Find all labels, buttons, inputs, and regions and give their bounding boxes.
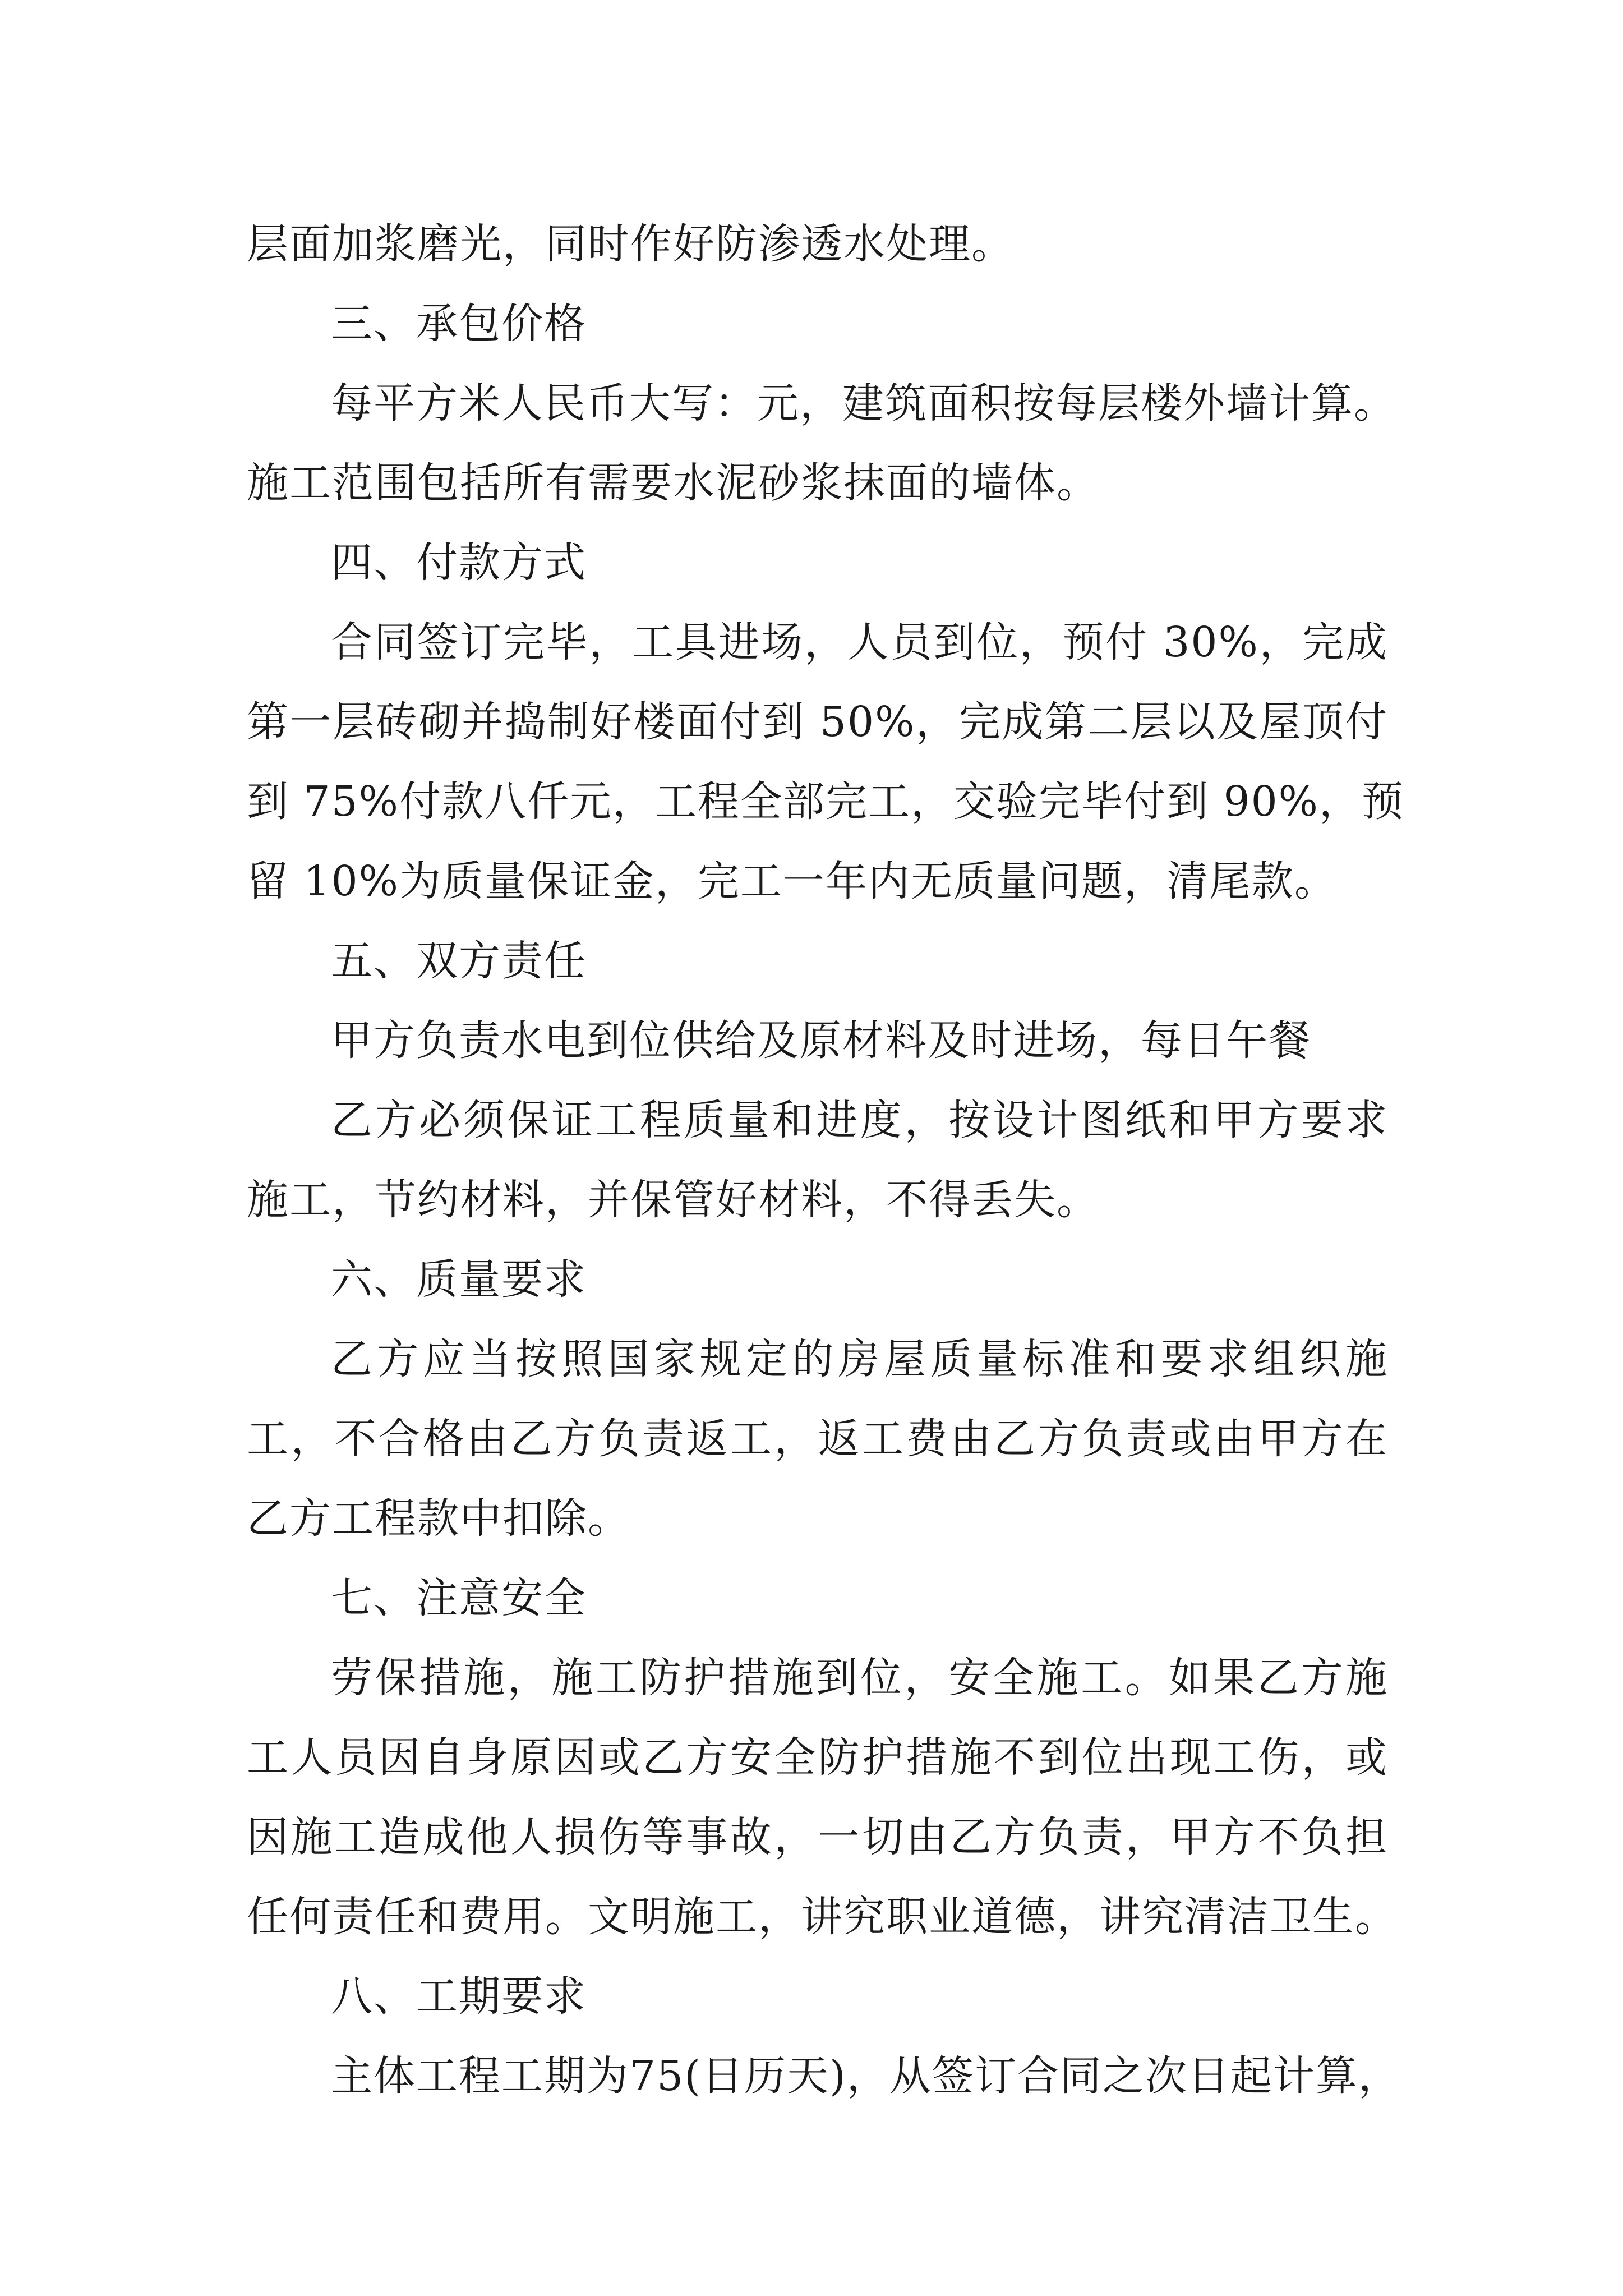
section-heading-price: 三、承包价格 [331, 300, 587, 348]
section-heading-schedule: 八、工期要求 [331, 1972, 587, 2021]
text-line: 合同签订完毕，工具进场，人员到位，预付 30%，完成 [331, 618, 1388, 666]
text-line: 留 10%为质量保证金，完工一年内无质量问题，清尾款。 [247, 857, 1337, 905]
text-line: 施工，节约材料，并保管好材料，不得丢失。 [247, 1176, 1099, 1224]
text-line: 主体工程工期为75(日历天)，从签订合同之次日起计算， [331, 2052, 1401, 2100]
text-line: 到 75%付款八仟元，工程全部完工，交验完毕付到 90%，预 [247, 777, 1404, 826]
section-heading-quality: 六、质量要求 [331, 1255, 587, 1304]
text-line: 乙方必须保证工程质量和进度，按设计图纸和甲方要求 [331, 1096, 1388, 1144]
text-line: 乙方应当按照国家规定的房屋质量标准和要求组织施 [331, 1335, 1388, 1383]
text-line: 因施工造成他人损伤等事故，一切由乙方负责，甲方不负担 [247, 1813, 1388, 1861]
text-line: 每平方米人民币大写：元，建筑面积按每层楼外墙计算。 [331, 379, 1396, 427]
text-line: 工人员因自身原因或乙方安全防护措施不到位出现工伤，或 [247, 1733, 1388, 1782]
text-line: 施工范围包括所有需要水泥砂浆抹面的墙体。 [247, 459, 1099, 507]
text-line: 劳保措施，施工防护措施到位，安全施工。如果乙方施 [331, 1654, 1388, 1702]
text-line: 甲方负责水电到位供给及原材料及时进场，每日午餐 [331, 1016, 1311, 1065]
section-heading-payment: 四、付款方式 [331, 539, 587, 587]
text-line: 乙方工程款中扣除。 [247, 1494, 630, 1543]
text-line: 第一层砖砌并捣制好楼面付到 50%，完成第二层以及屋顶付 [247, 698, 1388, 746]
text-line-continuation: 层面加浆磨光，同时作好防渗透水处理。 [247, 220, 1014, 268]
section-heading-safety: 七、注意安全 [331, 1574, 587, 1622]
section-heading-responsibilities: 五、双方责任 [331, 937, 587, 985]
text-line: 任何责任和费用。文明施工，讲究职业道德，讲究清洁卫生。 [247, 1893, 1398, 1941]
document-body [247, 204, 1404, 2116]
text-line: 工，不合格由乙方负责返工，返工费由乙方负责或由甲方在 [247, 1415, 1388, 1463]
